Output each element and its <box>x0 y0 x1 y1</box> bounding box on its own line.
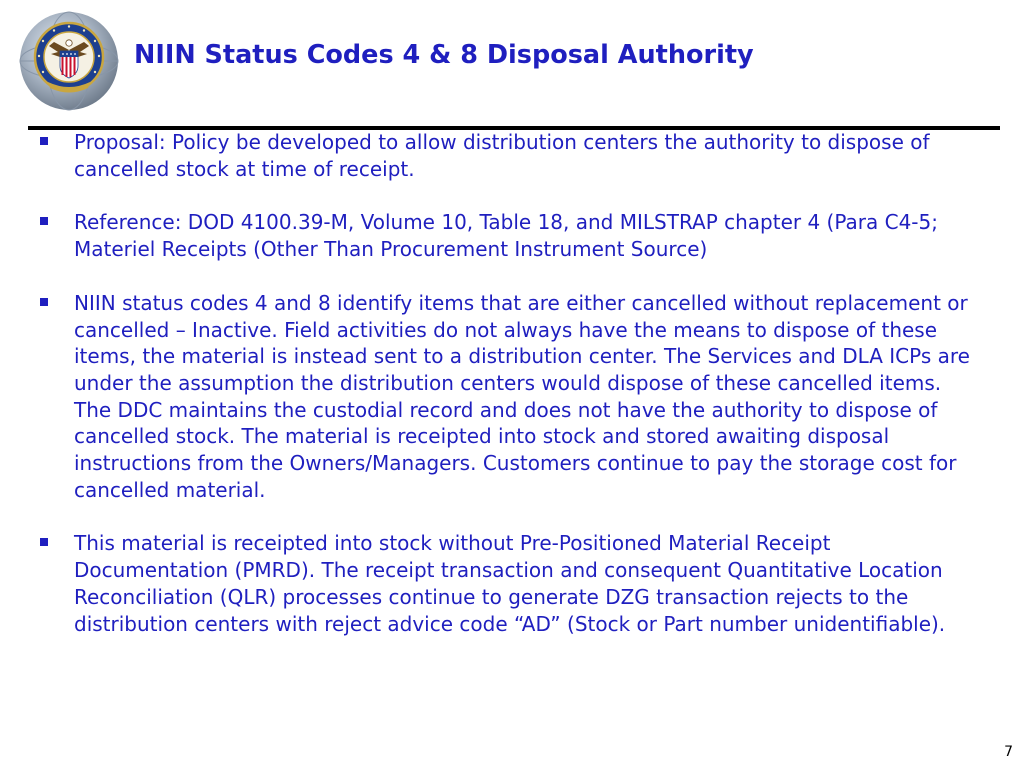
dla-logistics-seal-icon <box>18 10 120 112</box>
square-bullet-icon <box>40 137 48 145</box>
bullet-item-reference <box>40 209 982 262</box>
bullet-item-proposal <box>40 129 982 182</box>
slide-title: NIIN Status Codes 4 & 8 Disposal Authority <box>134 40 754 70</box>
bullet-list <box>40 129 982 664</box>
square-bullet-icon <box>40 298 48 306</box>
square-bullet-icon <box>40 538 48 546</box>
bullet-text: Reference: DOD 4100.39-M, Volume 10, Table 18, and MILSTRAP chapter 4 (Para C4-5; Materiel Receipts (Other Than Procurement Instrument Source) <box>74 210 938 262</box>
bullet-item-pmrd <box>40 530 982 637</box>
bullet-text: NIIN status codes 4 and 8 identify items that are either cancelled without replacement or cancelled – Inactive. Field activities do not always have the means to dispose of these items, the material is instead sent to a distribution center. The Services and DLA ICPs are under the assumption the distribution centers would dispose of these cancelled items. The DDC maintains the custodial record and does not have the authority to dispose of cancelled stock. The material is receipted into stock and stored awaiting disposal instructions from the Owners/Managers. Customers continue to pay the storage cost for cancelled material. <box>74 290 970 502</box>
bullet-text: Proposal: Policy be developed to allow distribution centers the authority to dispose of cancelled stock at time of receipt. <box>74 130 930 181</box>
bullet-item-niin-status <box>40 290 982 504</box>
square-bullet-icon <box>40 217 48 225</box>
page-number: 7 <box>1004 744 1013 760</box>
bullet-text: This material is receipted into stock without Pre-Positioned Material Receipt Documentation (PMRD). The receipt transaction and consequent Quantitative Location Reconciliation (QLR) processes continue to generate DZG transaction rejects to the distribution centers with reject advice code “AD” (Stock or Part number unidentifiable). <box>74 531 946 636</box>
